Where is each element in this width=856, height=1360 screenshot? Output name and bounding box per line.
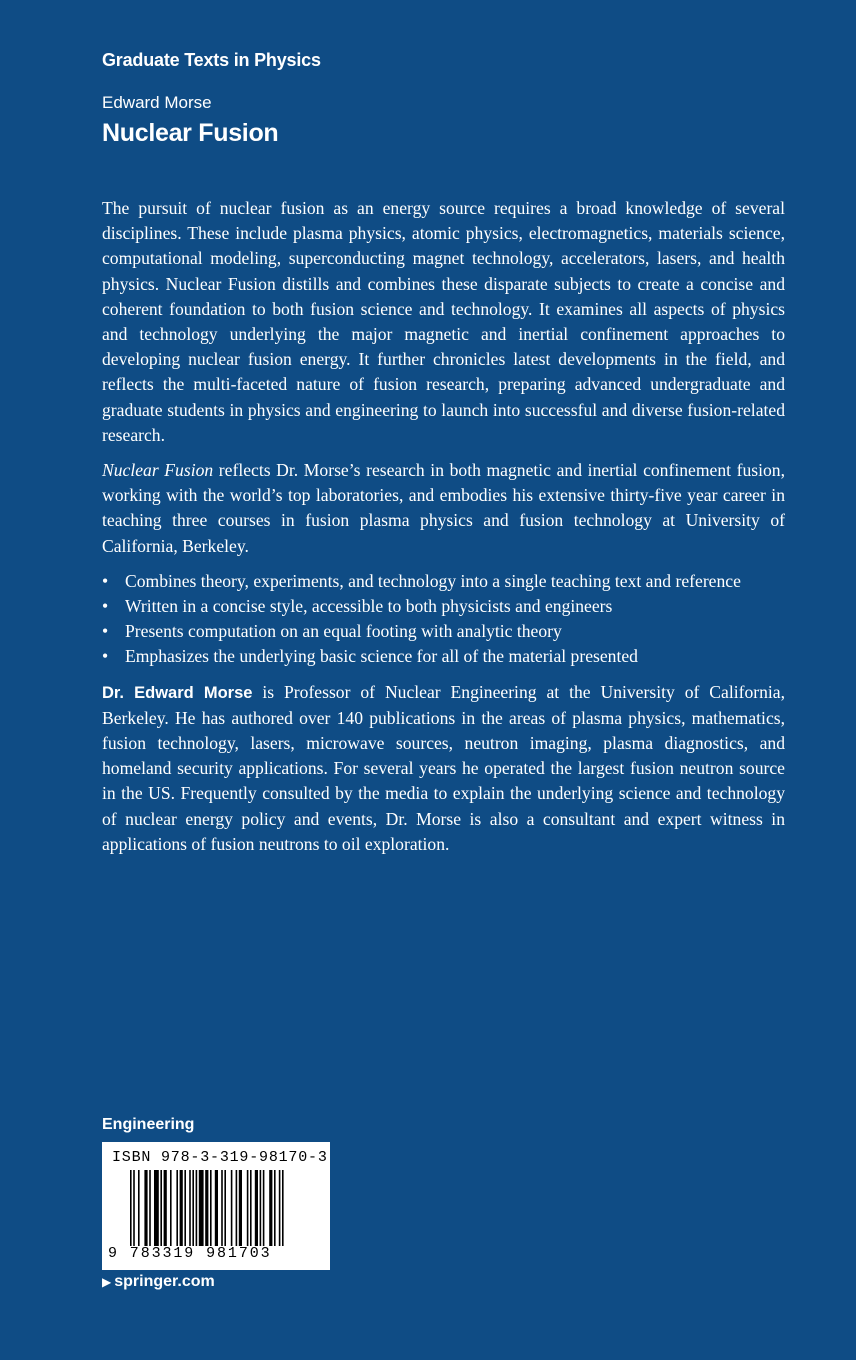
barcode-bar bbox=[138, 1170, 140, 1246]
barcode-bar bbox=[269, 1170, 272, 1246]
barcode-bar bbox=[180, 1170, 183, 1246]
book-title: Nuclear Fusion bbox=[102, 119, 279, 147]
barcode-bar bbox=[279, 1170, 281, 1246]
publisher-website[interactable] bbox=[102, 1273, 215, 1291]
list-item: • Presents computation on an equal footing with analytic theory bbox=[102, 619, 785, 644]
isbn-label: ISBN 978-3-319-98170-3 bbox=[112, 1149, 328, 1166]
list-item: • Emphasizes the underlying basic science for all of the material presented bbox=[102, 644, 785, 669]
author-name: Edward Morse bbox=[102, 93, 212, 112]
barcode-bar bbox=[199, 1170, 204, 1246]
subject-category: Engineering bbox=[102, 1116, 195, 1133]
barcode-bar bbox=[189, 1170, 191, 1246]
barcode-bars bbox=[130, 1170, 304, 1246]
barcode-bar bbox=[160, 1170, 162, 1246]
author-bio-paragraph bbox=[102, 680, 785, 857]
barcode-bar bbox=[210, 1170, 212, 1246]
barcode-bar bbox=[154, 1170, 159, 1246]
author-research-paragraph bbox=[102, 458, 785, 559]
barcode-bar bbox=[224, 1170, 226, 1246]
barcode-bar bbox=[144, 1170, 147, 1246]
italic-title: Nuclear Fusion bbox=[102, 460, 214, 481]
barcode-bar bbox=[260, 1170, 262, 1246]
barcode-bar bbox=[215, 1170, 218, 1246]
barcode-digits: 9 783319 981703 bbox=[108, 1245, 272, 1262]
research-text: reflects Dr. Morse’s research in both magnetic and inertial confinement fusion, working with the world’s top laboratories, and embodies his extensive thirty-five year career in teaching three courses in fusion plasma physics and fusion technology at University of California, Berkeley. bbox=[102, 460, 785, 556]
barcode-bar bbox=[236, 1170, 238, 1246]
barcode-bar bbox=[130, 1170, 132, 1246]
barcode-bar bbox=[231, 1170, 233, 1246]
barcode-bar bbox=[196, 1170, 198, 1246]
description-paragraph: The pursuit of nuclear fusion as an energy source requires a broad knowledge of several disciplines. These include plasma physics, atomic physics, electromagnetics, materials science, computational modeling, superconducting magnet technology, accelerators, lasers, and health physics. Nuclear Fusion distills and combines these disparate subjects to create a concise and coherent foundation to both fusion science and technology. It examines all aspects of physics and technology underlying the major magnetic and inertial confinement approaches to developing nuclear fusion energy. It further chronicles latest developments in the field, and reflects the multi-faceted nature of fusion research, preparing advanced undergraduate and graduate students in physics and engineering to launch into successful and diverse fusion-related research. bbox=[102, 198, 785, 445]
barcode-bar bbox=[205, 1170, 208, 1246]
barcode-bar bbox=[133, 1170, 135, 1246]
bio-name: Dr. Edward Morse bbox=[102, 683, 253, 702]
barcode-bar bbox=[149, 1170, 151, 1246]
list-item: • Combines theory, experiments, and technology into a single teaching text and reference bbox=[102, 569, 785, 594]
barcode-bar bbox=[274, 1170, 276, 1246]
series-title: Graduate Texts in Physics bbox=[102, 50, 321, 70]
bio-text: is Professor of Nuclear Engineering at the University of California, Berkeley. He has authored over 140 publications in the areas of plasma physics, mathematics, fusion technology, lasers, microwave sources, neutron imaging, plasma diagnostics, and homeland security applications. For several years he operated the largest fusion neutron source in the US. Frequently consulted by the media to explain the underlying science and technology of nuclear energy policy and events, Dr. Morse is also a consultant and expert witness in applications of fusion neutrons to oil exploration. bbox=[102, 681, 785, 854]
isbn-barcode bbox=[102, 1142, 330, 1270]
barcode-bar bbox=[184, 1170, 186, 1246]
barcode-bar bbox=[250, 1170, 252, 1246]
website-text: springer.com bbox=[114, 1273, 215, 1290]
barcode-bar bbox=[247, 1170, 249, 1246]
triangle-right-icon: ▶ bbox=[102, 1275, 112, 1289]
barcode-bar bbox=[239, 1170, 242, 1246]
barcode-bar bbox=[170, 1170, 172, 1246]
barcode-bar bbox=[192, 1170, 194, 1246]
barcode-bar bbox=[176, 1170, 178, 1246]
barcode-bar bbox=[164, 1170, 167, 1246]
barcode-bar bbox=[263, 1170, 265, 1246]
list-item: • Written in a concise style, accessible to both physicists and engineers bbox=[102, 594, 785, 619]
back-cover-body bbox=[102, 196, 785, 867]
barcode-bar bbox=[221, 1170, 223, 1246]
barcode-bar bbox=[282, 1170, 284, 1246]
barcode-bar bbox=[255, 1170, 258, 1246]
feature-list bbox=[102, 569, 785, 670]
